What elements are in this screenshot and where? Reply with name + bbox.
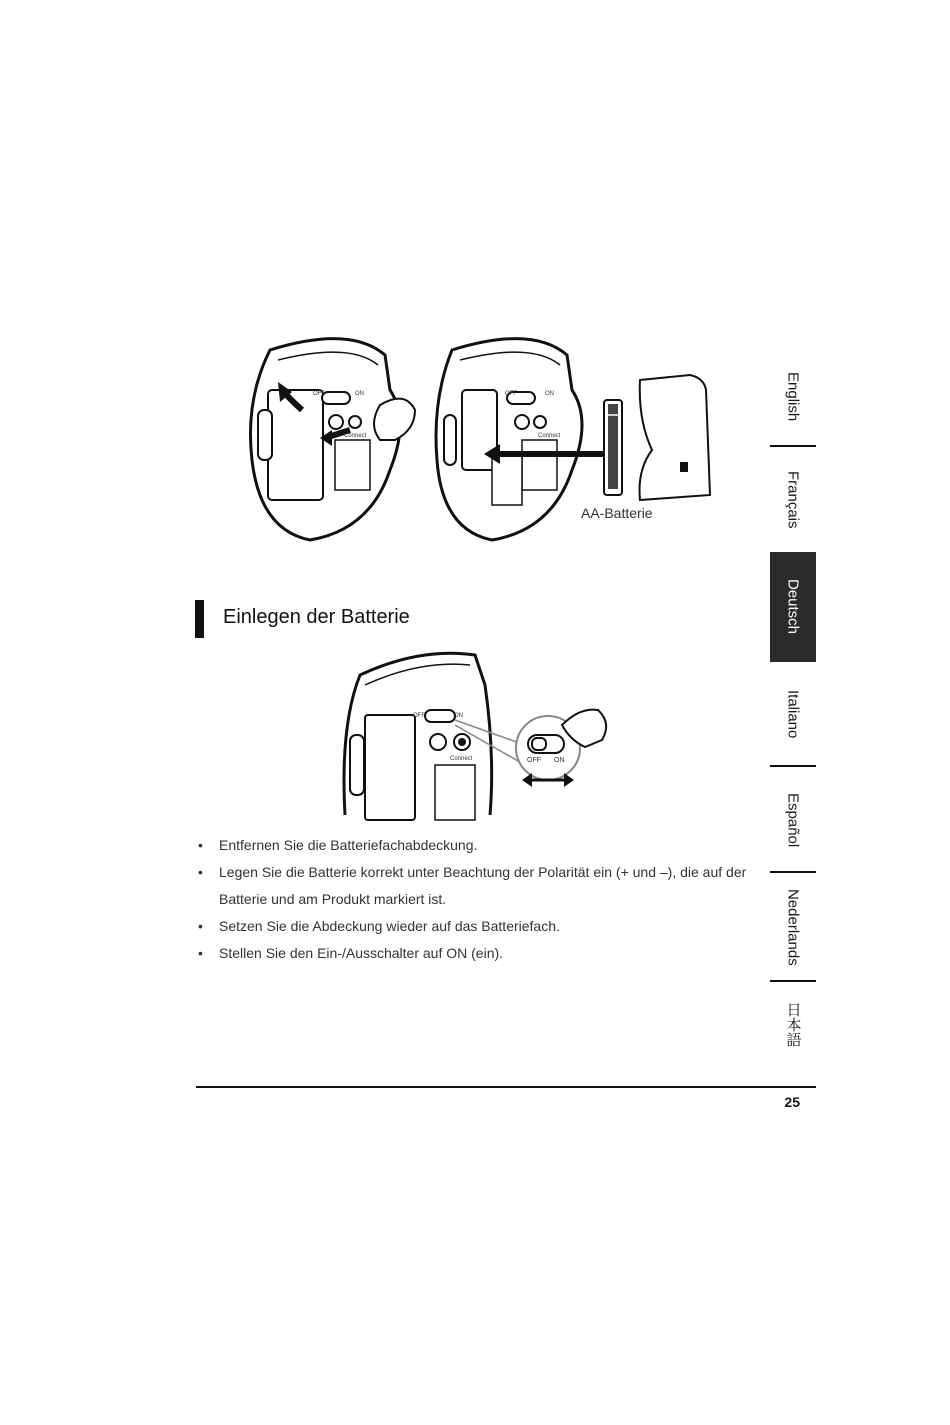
- footer-rule: [196, 1086, 816, 1088]
- switch-off-label-top-right: OFF: [505, 391, 517, 397]
- switch-on-label-top-right: ON: [545, 391, 554, 397]
- list-item: • Stellen Sie den Ein-/Ausschalter auf ON (ein).: [195, 940, 760, 967]
- tab-english-label: English: [784, 372, 802, 422]
- tab-italiano[interactable]: [770, 664, 816, 764]
- switch-on-label-top-left: ON: [355, 391, 364, 397]
- switch-off-label-zoom: OFF: [527, 757, 541, 764]
- section-marker-bar: [195, 600, 204, 638]
- instruction-list: [195, 832, 760, 967]
- switch-off-label-small: OFF: [413, 713, 425, 719]
- list-item: • Entfernen Sie die Batteriefachabdeckung.: [195, 832, 760, 859]
- battery-cover-removal-illustration: [240, 330, 460, 570]
- tab-divider: [770, 765, 816, 767]
- power-switch-illustration: [340, 645, 620, 820]
- tab-nederlands-label: Nederlands: [784, 888, 802, 966]
- page-number: 25: [784, 1094, 800, 1110]
- battery-label: AA-Batterie: [581, 505, 653, 521]
- tab-japanese[interactable]: [770, 986, 816, 1062]
- connect-label-top-left: Connect: [344, 433, 367, 439]
- switch-on-label-small: ON: [454, 713, 463, 719]
- tab-italiano-label: Italiano: [784, 689, 802, 739]
- connect-label-small: Connect: [450, 756, 473, 762]
- tab-espanol[interactable]: [770, 770, 816, 870]
- switch-on-label-zoom: ON: [554, 757, 565, 764]
- tab-divider: [770, 871, 816, 873]
- tab-deutsch[interactable]: [770, 552, 816, 662]
- section-title: Einlegen der Batterie: [223, 606, 410, 628]
- list-item: • Setzen Sie die Abdeckung wieder auf das Batteriefach.: [195, 913, 760, 940]
- connect-label-top-right: Connect: [538, 433, 561, 439]
- tab-japanese-label: 日本語: [784, 1001, 802, 1047]
- list-item: • Legen Sie die Batterie korrekt unter Beachtung der Polarität ein (+ und –), die auf der Batterie und am Produkt markiert ist.: [195, 859, 760, 913]
- tab-francais-label: Français: [784, 471, 802, 529]
- tab-espanol-label: Español: [784, 792, 802, 848]
- tab-deutsch-label: Deutsch: [784, 579, 802, 635]
- switch-off-label-top-left: OFF: [313, 391, 325, 397]
- tab-english[interactable]: [770, 350, 816, 444]
- battery-insertion-illustration: [432, 330, 732, 570]
- tab-divider: [770, 980, 816, 982]
- tab-nederlands[interactable]: [770, 876, 816, 978]
- tab-divider: [770, 445, 816, 447]
- tab-francais[interactable]: [770, 450, 816, 550]
